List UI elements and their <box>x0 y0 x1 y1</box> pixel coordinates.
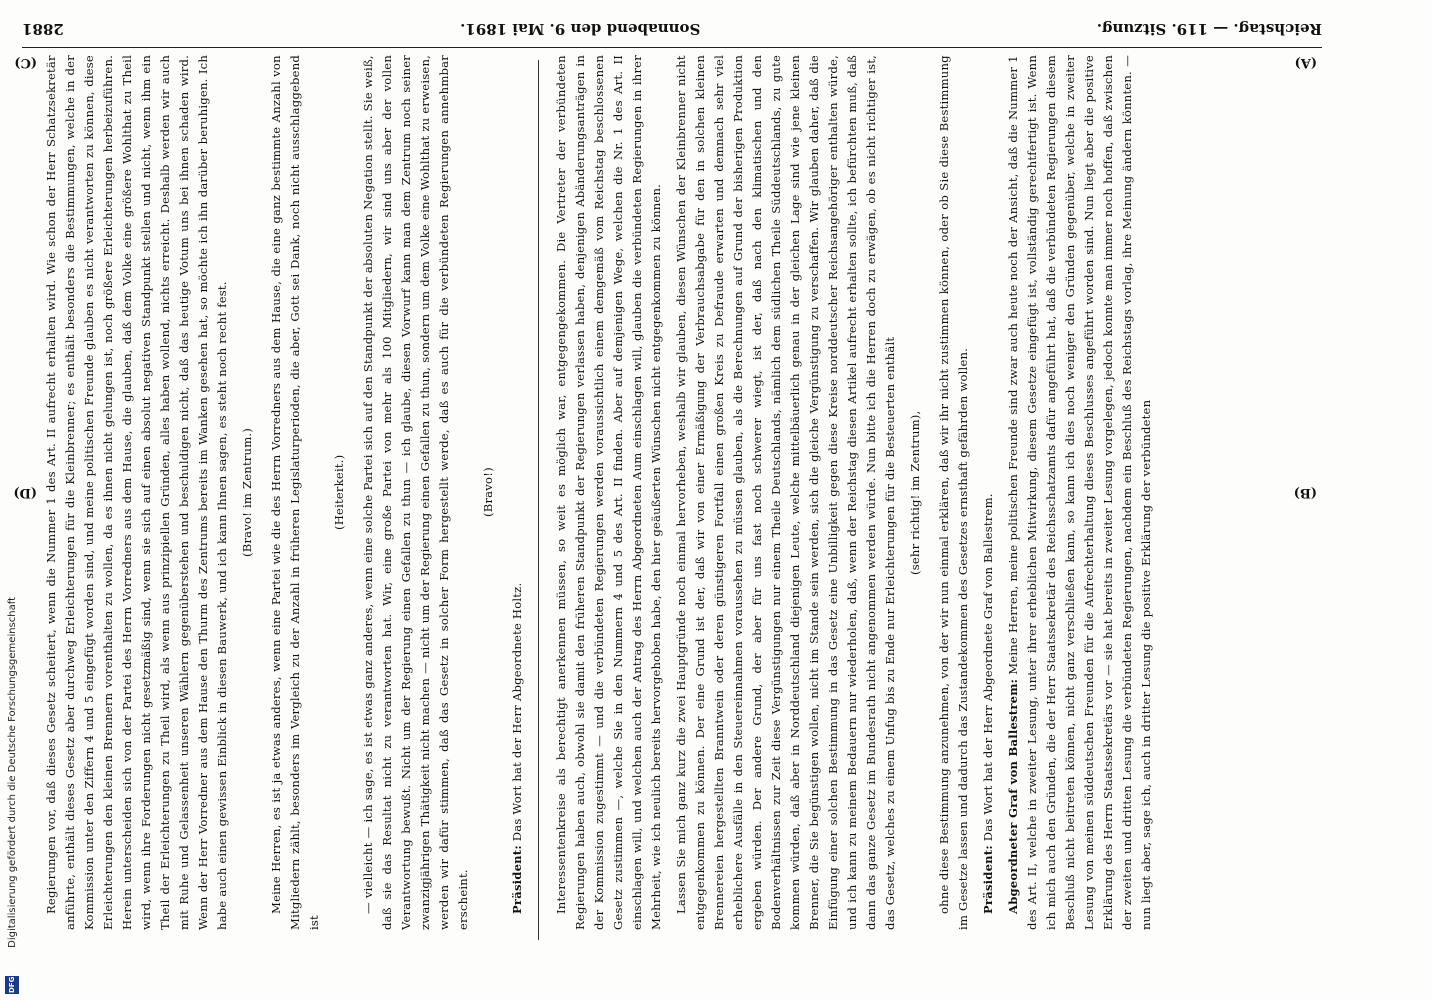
dfg-logo: DFG <box>5 976 19 994</box>
digitization-note: Digitalisierung gefördert durch die Deutsche Forschungsgemeinschaft <box>6 597 18 948</box>
paragraph: Interessentenkreise als berechtigt anerkennen müssen, so weit es möglich war, entgegengekommen. Die Vertreter der verbündeten Regierungen haben auch, obwohl sie damit den früheren Standpunkt der Regierungen verlassen haben, denjenigen Abänderungsanträgen in der Kommission zugestimmt — und die verbündeten Regierungen werden voraussichtlich einem demgemäß vom Reichstag beschlossenen Gesetz zustimmen —, welche Sie in den Nummern 4 und 5 des Art. II finden. Aber auf demjenigen Wege, welchen die Nr. 1 des Art. II einschlagen will, und welchen auch der Antrag des Herrn Abgeordneten Aum einschlagen will, glauben die verbündeten Regierungen in ihrer Mehrheit, wie ich neulich bereits hervorgehoben habe, den hier geäußerten Wünschen nicht entgegenkommen zu können. <box>554 55 663 930</box>
paragraph: Lassen Sie mich ganz kurz die zwei Hauptgründe noch einmal hervorheben, weshalb wir glauben, diesen Wünschen der Kleinbrenner nicht entgegenkommen zu können. Der eine Grund ist der, daß wir von einer Ermäßigung der Verbrauchsabgabe für den in solchen kleinen Brennereien hergestellten Branntwein oder deren günstigeren Fortfall einen großen Kreis zu Defraude erwarten und demnach sehr viel erheblichere Ausfälle in den Steuereinnahmen voraussehen zu müssen glauben, als die Berechnungen auf Grund der bisherigen Produktion ergeben würden. Der andere Grund, der aber für uns fast noch schwerer wiegt, ist der, daß nach den klimatischen und den Bodenverhältnissen zur Zeit diese Vergünstigungen nur einem Theile Deutschlands, nämlich dem südlichen Theile Süddeutschlands, zu gute kommen würden, daß aber in Norddeutschland diejenigen Leute, welche mittelbäuerlich genau in der gleichen Lage sind wie jene kleinen Brenner, die Sie begünstigen wollen, nicht im Stande sein werden, sich die gleiche Vergünstigung zu verschaffen. Wir glauben daher, daß die Einfügung einer solchen Bestimmung in das Gesetz eine Unbilligkeit gegen diese Kreise norddeutscher Reichsangehöriger enthalten würde, und ich kann zu meinem Bedauern nur wiederholen, daß, wenn der Reichstag diesen Artikel aufrecht erhalten sollte, ich befürchten muß, daß dann das ganze Gesetz im Bundesrath nicht angenommen werden würde. Nun bitte ich die Herren doch zu erwägen, ob es nicht richtiger ist, das Gesetz, welches zu einem Unfug bis zu Ende nur Erleichterungen für die Besteuerten enthält <box>674 55 897 930</box>
interjection: (Bravo!) <box>481 467 495 518</box>
paragraph: Regierungen vor, daß dieses Gesetz scheitert, wenn die Nummer 1 des Art. II aufrecht erhalten wird. Wie schon der Herr Schatzsekretär anführte, enthält dieses Gesetz aber durchweg Erleichterungen für die Kleinbrenner; es enthält besonders die Bestimmungen, welche in der Kommission unter den Ziffern 4 und 5 eingefügt worden sind, und meine politischen Freunde glauben es nicht verantworten zu können, diese Erleichterungen den kleinen Brennern vorenthalten zu wollen, da es ihnen nicht gelungen ist, noch größere Erleichterungen herbeizuführen. Herein unterscheiden sich von der Partei des Herrn Vorredners aus dem Hause, die glauben, daß dem Volke eine größere Wohlthat zu Theil wird, wenn ihre Forderungen nicht gesetzmäßig sind, wenn sie sich auf einen absolut negativen Standpunkt stellen und nicht, wenn ihm ein Theil der Erleichterungen zu Theil wird, als wenn aus prinzipiellen Gründen, alles haben wollend, nichts erreicht. Deshalb werden wir auch mit Ruhe und Gelassenheit unseren Wählern gegenüberstehen und beschuldigen nicht, daß das heutige Votum uns bei ihnen schaden wird. Wenn der Herr Vorredner aus dem Hause den Thurm des Zentrums bereits im Wanken gesehen hat, so möchte ich ihn darüber beruhigen. Ich habe auch einen gewissen Einblick in diesen Bauwerk, und ich kann Ihnen sagen, es steht noch recht fest. <box>44 55 229 930</box>
page-header <box>22 16 1322 42</box>
speaker-label: Abgeordneter Graf von Ballestrem: <box>1006 678 1020 914</box>
text-column-right <box>42 55 527 930</box>
speech-text: Das Wort hat der Herr Abgeordnete Holtz. <box>510 582 524 842</box>
interjection: (Bravo! im Zentrum.) <box>240 428 254 558</box>
speech-text: Meine Herren, meine politischen Freunde sind zwar auch heute noch der Ansicht, daß die Nummer 1 des Art. II, welche in zweiter Lesung, unter ihrer erheblichen Mitwirkung, diesem Gesetze eingefügt ist, vollständig gerechtfertigt ist. Wenn ich mich auch den Gründen, die der Herr Staatssekretär des Reichsschatzamts dafür angeführt hat, daß die verbündeten Regierungen diesem Beschluß nicht beitreten können, nicht ganz verschließen kann, so kann ich dies noch weniger den Gründen gegenüber, welche in zweiter Lesung von meinen süddeutschen Freunden für die Aufrechterhaltung dieses Beschlusses angeführt worden sind. Nun liegt aber die positive Erklärung des Herrn Staatssekretärs vor — sie hat bereits in zweiter Lesung vorgelegen, jedoch konnte man immer noch hoffen, daß zwischen der zweiten und dritten Lesung die verbündeten Regierungen, nachdem ein Beschluß des Reichstags vorlag, ihre Meinung ändern könnten. — nun liegt aber, sage ich, auch in dritter Lesung die positive Erklärung der verbündeten <box>1006 55 1153 930</box>
paragraph: ohne diese Bestimmung anzunehmen, von der wir nun einmal erklären, daß wir ihr nicht zustimmen können, oder ob Sie diese Bestimmung im Gesetze lassen und dadurch das Zustandekommen des Gesetzes ernsthaft gefährden wollen. <box>937 55 970 930</box>
margin-mark-b: (B) <box>1293 485 1317 500</box>
page-number: 2881 <box>22 20 64 38</box>
interjection: (Heiterkeit.) <box>332 454 346 531</box>
paragraph: — vielleicht — ich sage, es ist etwas ganz anderes, wenn eine solche Partei sich auf den Standpunkt der absoluten Negation stellt. Sie weiß, daß sie das Resultat nicht zu verantworten hat. Wir, eine große Partei von mehr als 100 Mitgliedern, wir sind uns aber der vollen Verantwortung bewußt. Nicht um der Regierung einen Gefallen zu thun — ich glaube, diesen Vorwurf kann man dem Zentrum noch seiner zwanzigjährigen Thätigkeit nicht machen — nicht um der Regierung einen Gefallen zu thun, sondern um dem Volke eine Wohlthat zu erweisen, werden wir dafür stimmen, daß das Gesetz in solcher Form hergestellt werde, daß es auch für die verbündeten Regierungen annehmbar erscheint. <box>361 55 470 930</box>
margin-mark-a: (A) <box>1294 55 1317 70</box>
speaker-label: Präsident: <box>510 844 524 914</box>
interjection: (sehr richtig! im Zentrum), <box>908 410 922 575</box>
margin-mark-d: (D) <box>13 485 37 500</box>
column-divider <box>538 60 539 940</box>
header-left: Reichstag. — 119. Sitzung. <box>1096 20 1322 38</box>
speech-text: Das Wort hat der Herr Abgeordnete Graf von Ballestrem. <box>981 493 995 842</box>
header-rule <box>22 47 1322 48</box>
header-center: Sonnabend den 9. Mai 1891. <box>460 20 701 38</box>
speaker-label: Präsident: <box>981 844 995 914</box>
margin-mark-c: (C) <box>14 55 37 70</box>
paragraph: Meine Herren, es ist ja etwas anderes, wenn eine Partei wie die des Herrn Vorredners aus dem Hause, die eine ganz bestimmte Anzahl von Mitgliedern zählt, besonders im Vergleich zu der Anzahl in früheren Legislaturperioden, die aber, Gott sei Dank, noch nicht ausschlaggebend ist <box>269 55 321 930</box>
text-column-left <box>552 55 1297 930</box>
